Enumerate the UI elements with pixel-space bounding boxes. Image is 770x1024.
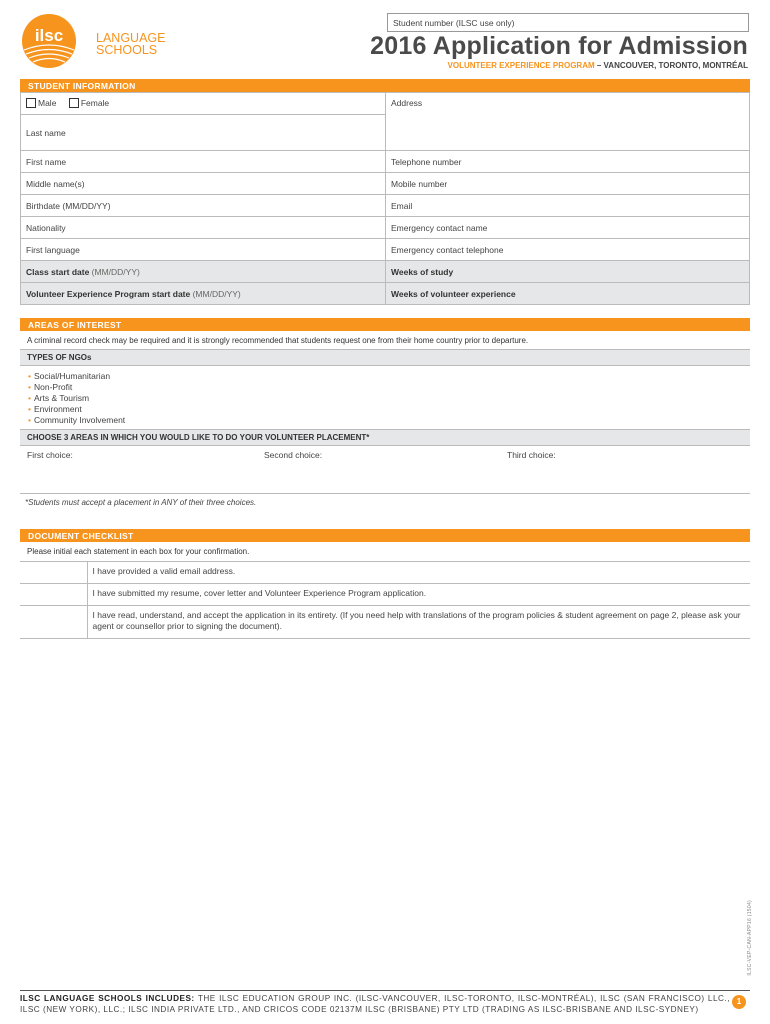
page-subtitle <box>448 61 748 70</box>
first-name-field[interactable] <box>21 151 386 173</box>
initial-box[interactable] <box>20 562 87 584</box>
logo-subtext-1: LANGUAGE <box>96 31 166 45</box>
last-name-label: Last name <box>26 127 66 138</box>
female-label: Female <box>80 97 110 108</box>
table-row <box>20 562 750 584</box>
divider <box>20 493 750 494</box>
first-language-field[interactable] <box>21 239 386 261</box>
class-start-label: Class start date <box>26 266 90 277</box>
placement-footnote: *Students must accept a placement in ANY of their three choices. <box>25 498 257 507</box>
logo-subtext-2: SCHOOLS <box>96 43 158 57</box>
male-label: Male <box>38 97 57 108</box>
student-information-header: STUDENT INFORMATION <box>20 79 750 92</box>
emergency-name-label: Emergency contact name <box>391 222 488 233</box>
first-name-label: First name <box>26 156 67 167</box>
subtitle-cities: – VANCOUVER, TORONTO, MONTRÉAL <box>594 61 748 70</box>
divider <box>20 990 750 991</box>
emergency-name-field[interactable] <box>386 217 750 239</box>
class-start-format: (MM/DD/YY) <box>89 266 140 277</box>
table-row <box>20 584 750 606</box>
ngo-list <box>28 371 125 426</box>
last-name-field[interactable] <box>21 115 386 151</box>
birthdate-label: Birthdate (MM/DD/YY) <box>26 200 111 211</box>
footer-includes-label: ILSC LANGUAGE SCHOOLS INCLUDES: <box>20 994 195 1003</box>
checklist-instruction: Please initial each statement in each box for your confirmation. <box>27 547 250 556</box>
female-option[interactable] <box>69 98 109 108</box>
checklist-table <box>20 561 750 639</box>
choose-areas-header: CHOOSE 3 AREAS IN WHICH YOU WOULD LIKE TO DO YOUR VOLUNTEER PLACEMENT* <box>20 429 750 446</box>
list-item: • Community Involvement <box>28 415 125 426</box>
birthdate-field[interactable] <box>21 195 386 217</box>
subtitle-program: VOLUNTEER EXPERIENCE PROGRAM <box>447 61 595 70</box>
table-row <box>20 606 750 639</box>
weeks-volunteer-field[interactable] <box>386 283 750 305</box>
footer-legal-text <box>20 993 730 1015</box>
gender-cell <box>21 93 386 115</box>
weeks-volunteer-label: Weeks of volunteer experience <box>391 288 516 299</box>
page-title: 2016 Application for Admission <box>370 32 748 60</box>
weeks-study-field[interactable] <box>386 261 750 283</box>
student-number-field[interactable] <box>387 13 749 32</box>
list-item: • Social/Humanitarian <box>28 371 125 382</box>
female-checkbox[interactable] <box>69 98 79 108</box>
criminal-record-note: A criminal record check may be required and it is strongly recommended that students request one from their home country prior to departure. <box>27 336 529 345</box>
emergency-phone-field[interactable] <box>386 239 750 261</box>
emergency-phone-label: Emergency contact telephone <box>391 244 504 255</box>
telephone-field[interactable] <box>386 151 750 173</box>
male-checkbox[interactable] <box>26 98 36 108</box>
mobile-field[interactable] <box>386 173 750 195</box>
areas-of-interest-header: AREAS OF INTEREST <box>20 318 750 331</box>
form-code: ILSC-VEP-CAN-APP16 (1504) <box>747 900 753 976</box>
ilsc-logo <box>20 12 178 70</box>
first-choice-field[interactable]: First choice: <box>27 450 73 460</box>
weeks-study-label: Weeks of study <box>391 266 454 277</box>
initial-box[interactable] <box>20 584 87 606</box>
vep-start-format: (MM/DD/YY) <box>190 288 241 299</box>
checklist-statement: I have provided a valid email address. <box>87 562 750 584</box>
mobile-label: Mobile number <box>391 178 448 189</box>
address-field[interactable] <box>386 93 750 151</box>
address-label: Address <box>391 98 423 108</box>
nationality-label: Nationality <box>26 222 66 233</box>
telephone-label: Telephone number <box>391 156 462 167</box>
student-number-label: Student number (ILSC use only) <box>393 18 515 28</box>
middle-names-label: Middle name(s) <box>26 178 85 189</box>
third-choice-field[interactable]: Third choice: <box>507 450 556 460</box>
male-option[interactable] <box>26 98 56 108</box>
list-item: • Environment <box>28 404 125 415</box>
vep-start-label: Volunteer Experience Program start date <box>26 288 191 299</box>
checklist-statement: I have read, understand, and accept the application in its entirety. (If you need help with translations of the program policies & student agreement on page 2, please ask your agent or counsellor prior to signing the document). <box>87 606 750 639</box>
document-checklist-header: DOCUMENT CHECKLIST <box>20 529 750 542</box>
list-item: • Non-Profit <box>28 382 125 393</box>
middle-names-field[interactable] <box>21 173 386 195</box>
second-choice-field[interactable]: Second choice: <box>264 450 323 460</box>
vep-start-field[interactable] <box>21 283 386 305</box>
class-start-field[interactable] <box>21 261 386 283</box>
footer-includes-text: THE ILSC EDUCATION GROUP INC. (ILSC-VANCOUVER, ILSC-TORONTO, ILSC-MONTRÉAL), ILSC (SAN FRANCISCO) LLC., ILSC (NEW YORK), LLC.; ILSC INDIA PRIVATE LTD., AND CRICOS CODE 02137M ILSC (BRISBANE) PTY LTD (TRADING AS ILSC-BRISBANE AND ILSC-SYDNEY) <box>20 994 731 1014</box>
student-information-table <box>20 92 750 305</box>
ngo-types-header: TYPES OF NGOs <box>20 349 750 366</box>
logo-text: ilsc <box>34 26 64 45</box>
first-language-label: First language <box>26 244 80 255</box>
list-item: • Arts & Tourism <box>28 393 125 404</box>
page-number-badge: 1 <box>732 995 746 1009</box>
checklist-statement: I have submitted my resume, cover letter and Volunteer Experience Program application. <box>87 584 750 606</box>
email-field[interactable] <box>386 195 750 217</box>
email-label: Email <box>391 200 413 211</box>
initial-box[interactable] <box>20 606 87 639</box>
nationality-field[interactable] <box>21 217 386 239</box>
